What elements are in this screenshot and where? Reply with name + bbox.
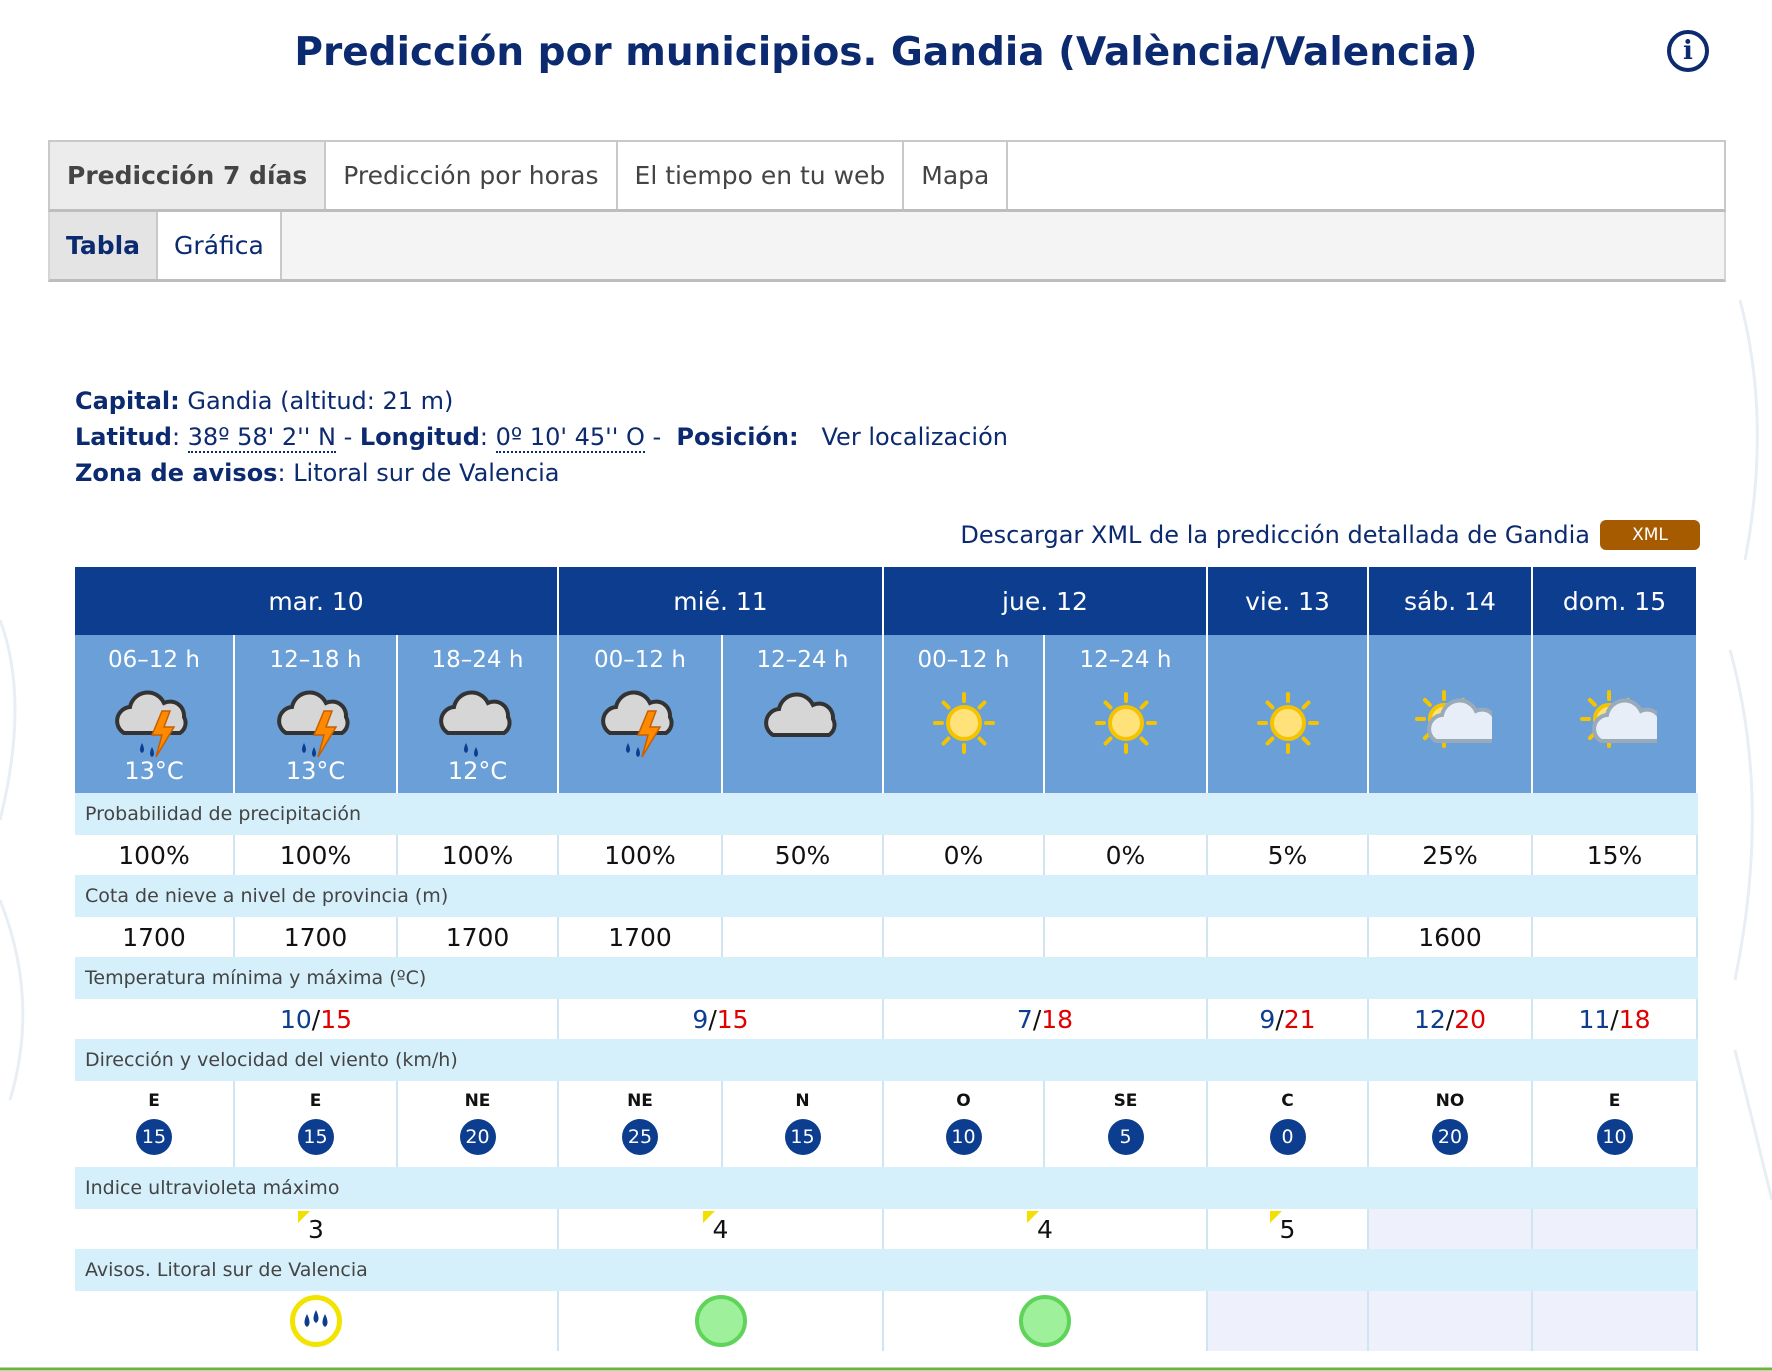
green-warning-icon[interactable] [1019,1295,1071,1347]
uv-cell [1208,1209,1369,1249]
temp-separator: / [1445,1004,1455,1034]
wind-direction: N [795,1091,810,1111]
precip-cell: 100% [398,835,559,875]
tab-prediccion-por-horas[interactable]: Predicción por horas [326,142,617,209]
zone-label: Zona de avisos [75,459,278,487]
wind-cell [723,1081,884,1167]
latitude-value[interactable]: 38º 58' 2'' N [187,423,336,451]
wind-direction: E [1608,1091,1621,1111]
period-cell [75,635,235,793]
temp-separator: / [708,1004,717,1034]
temp-max: 18 [1041,1004,1074,1034]
snow-cell [723,917,884,957]
capital-value: Gandia (altitud: 21 m) [187,387,454,415]
temp-min: 12 [1413,1004,1446,1034]
green-warning-icon[interactable] [695,1295,747,1347]
page-title: Predicción por municipios. Gandia (València/Valencia) [294,30,1478,75]
temp-min-max-cell [884,999,1208,1039]
day-header: mié. 11 [559,567,884,635]
temp-max: 21 [1283,1004,1316,1034]
cloud-rain-icon [398,685,557,765]
rain-warning-icon[interactable] [290,1295,342,1347]
aviso-cell [884,1291,1208,1351]
period-temperature: 13°C [124,757,184,785]
wind-direction: NE [627,1091,653,1111]
temp-min-max-cell [1533,999,1698,1039]
capital-label: Capital: [75,387,180,415]
wind-cell [398,1081,559,1167]
wind-direction: O [956,1091,971,1111]
uv-flag-icon [1270,1211,1282,1223]
uv-cell [1369,1209,1533,1249]
period-cell [1045,635,1208,793]
main-tabs [48,140,1726,212]
tab-tabla[interactable]: Tabla [50,212,158,279]
wind-direction: E [148,1091,160,1111]
sun-cloud-icon [1533,685,1696,765]
period-label: 00–12 h [917,647,1010,673]
tab-prediccion-7-dias[interactable]: Predicción 7 días [50,142,326,209]
wind-direction: E [309,1091,322,1111]
wind-speed-badge: 15 [136,1119,172,1155]
xml-badge[interactable]: XML [1600,520,1700,550]
snow-cell: 1600 [1369,917,1533,957]
wind-direction: NO [1435,1091,1465,1111]
period-cell [235,635,398,793]
thunderstorm-rain-icon [235,685,396,765]
temp-max: 20 [1454,1004,1487,1034]
sun-icon [884,685,1043,765]
wind-cell [1208,1081,1369,1167]
snow-cell [1045,917,1208,957]
sun-icon [1045,685,1206,765]
section-label-temp: Temperatura mínima y máxima (ºC) [75,957,1698,999]
aviso-cell [75,1291,559,1351]
temp-max: 15 [320,1004,353,1034]
precip-cell: 100% [559,835,723,875]
precip-cell: 100% [75,835,235,875]
period-label [1208,647,1367,677]
snow-cell: 1700 [398,917,559,957]
period-cell [723,635,884,793]
snow-cell [1208,917,1369,957]
section-label-uv: Indice ultravioleta máximo [75,1167,1698,1209]
precip-cell: 15% [1533,835,1698,875]
aviso-cell [1533,1291,1698,1351]
xml-download [960,520,1700,550]
wind-direction: NE [464,1091,491,1111]
thunderstorm-rain-icon [75,685,233,765]
period-label [1369,647,1531,677]
day-header: mar. 10 [75,567,559,635]
wind-cell [235,1081,398,1167]
longitude-value[interactable]: 0º 10' 45'' O [495,423,645,451]
wind-speed-badge: 15 [785,1119,821,1155]
wind-direction: SE [1113,1091,1138,1111]
snow-cell [1533,917,1698,957]
section-label-snow: Cota de nieve a nivel de provincia (m) [75,875,1698,917]
section-label-avisos: Avisos. Litoral sur de Valencia [75,1249,1698,1291]
snow-cell [884,917,1045,957]
temp-separator: / [1275,1004,1284,1034]
uv-value: 4 [1037,1215,1053,1244]
period-label: 12–18 h [269,647,362,673]
wind-cell [1369,1081,1533,1167]
uv-cell [884,1209,1208,1249]
temp-separator: / [1610,1004,1619,1034]
wind-cell [1533,1081,1698,1167]
uv-value: 4 [713,1215,729,1244]
uv-flag-icon [298,1211,310,1223]
period-label: 12–24 h [756,647,849,673]
temp-min: 10 [279,1004,312,1034]
sun-icon [1208,685,1367,765]
precip-cell: 0% [1045,835,1208,875]
section-label-wind: Dirección y velocidad del viento (km/h) [75,1039,1698,1081]
wind-speed-badge: 20 [460,1119,496,1155]
wind-direction: C [1281,1091,1294,1111]
period-cell [1369,635,1533,793]
temp-max: 18 [1618,1004,1651,1034]
aviso-cell [559,1291,884,1351]
wind-speed-badge: 15 [298,1119,334,1155]
wind-speed-badge: 10 [1597,1119,1633,1155]
temp-separator: / [311,1004,321,1034]
section-label-precip: Probabilidad de precipitación [75,793,1698,835]
uv-value: 5 [1280,1215,1296,1244]
position-label: Posición: [676,423,799,451]
temp-min: 9 [1259,1004,1276,1034]
wind-cell [884,1081,1045,1167]
zone-value[interactable]: Litoral sur de Valencia [293,459,560,487]
period-label: 06–12 h [108,647,200,673]
temp-min: 11 [1578,1004,1611,1034]
aviso-cell [1369,1291,1533,1351]
ver-localizacion-link[interactable]: Ver localización [821,423,1008,451]
uv-flag-icon [1027,1211,1039,1223]
day-header: dom. 15 [1533,567,1698,635]
wind-speed-badge: 25 [622,1119,658,1155]
period-cell [884,635,1045,793]
precip-cell: 50% [723,835,884,875]
temp-min-max-cell [1208,999,1369,1039]
sub-tabs [48,212,1726,282]
period-temperature: 13°C [285,757,346,785]
day-header: sáb. 14 [1369,567,1533,635]
uv-value: 3 [308,1215,324,1244]
day-header: vie. 13 [1208,567,1369,635]
wind-speed-badge: 10 [946,1119,982,1155]
period-cell [1208,635,1369,793]
temp-min-max-cell [559,999,884,1039]
temp-min-max-cell [1369,999,1533,1039]
wind-cell [1045,1081,1208,1167]
snow-cell: 1700 [235,917,398,957]
tab-tiempo-en-tu-web[interactable]: El tiempo en tu web [618,142,905,209]
thunderstorm-rain-icon [559,685,721,765]
temp-min-max-cell [75,999,559,1039]
day-header: jue. 12 [884,567,1208,635]
xml-download-link[interactable]: Descargar XML de la predicción detallada de Gandia [960,521,1590,549]
latitude-label: Latitud [75,423,172,451]
period-label [1533,647,1696,677]
cloudy-icon [723,685,882,765]
wind-cell [75,1081,235,1167]
snow-cell: 1700 [75,917,235,957]
tab-mapa[interactable]: Mapa [904,142,1008,209]
sun-cloud-icon [1369,685,1531,765]
period-label: 12–24 h [1079,647,1172,673]
uv-cell [1533,1209,1698,1249]
precip-cell: 100% [235,835,398,875]
period-cell [1533,635,1698,793]
wind-speed-badge: 20 [1432,1119,1468,1155]
wind-speed-badge: 0 [1270,1119,1306,1155]
longitude-label: Longitud [359,423,480,451]
temp-separator: / [1032,1004,1042,1034]
temp-min: 9 [692,1004,709,1034]
uv-cell [559,1209,884,1249]
period-cell [559,635,723,793]
aviso-cell [1208,1291,1369,1351]
period-label: 00–12 h [594,647,686,673]
tab-grafica[interactable]: Gráfica [158,212,282,279]
location-info: Capital: Gandia (altitud: 21 m) Latitud: 38º 58' 2'' N - Longitud: 0º 10' 45'' O - Posición: Ver localización Zona de avisos: Litoral sur de Valencia [75,387,1008,487]
wind-speed-badge: 5 [1108,1119,1144,1155]
snow-cell: 1700 [559,917,723,957]
wind-cell [559,1081,723,1167]
precip-cell: 0% [884,835,1045,875]
precip-cell: 25% [1369,835,1533,875]
period-temperature: 12°C [447,757,508,785]
temp-max: 15 [716,1004,749,1034]
uv-flag-icon [703,1211,715,1223]
temp-min: 7 [1016,1004,1033,1034]
period-cell [398,635,559,793]
period-label: 18–24 h [431,647,524,673]
uv-cell [75,1209,559,1249]
precip-cell: 5% [1208,835,1369,875]
info-icon[interactable]: i [1667,30,1709,72]
